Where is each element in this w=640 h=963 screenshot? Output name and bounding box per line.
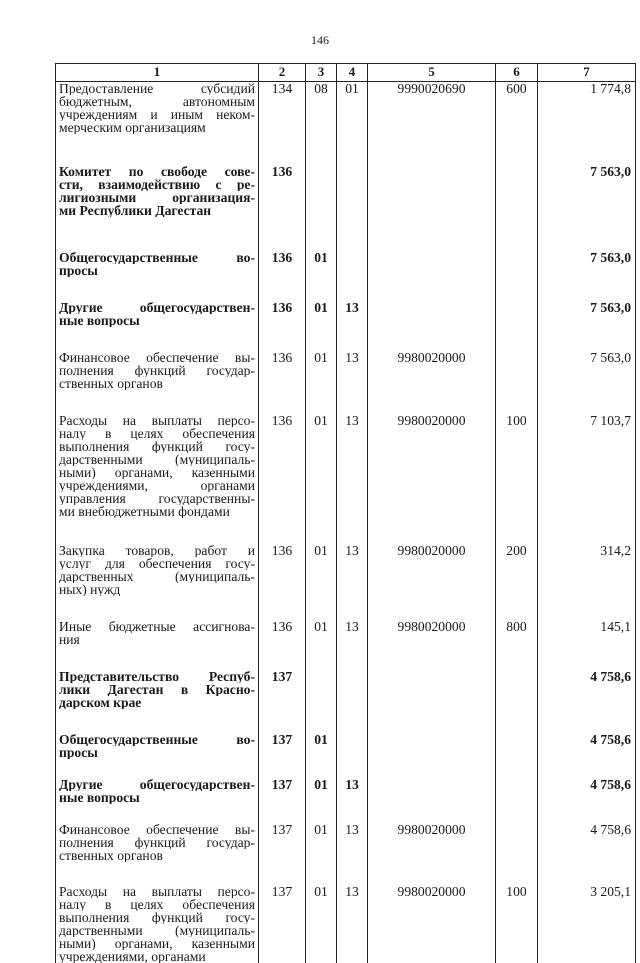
amount-cell: 3 205,1: [538, 885, 636, 963]
item-name-line: ния: [59, 633, 255, 646]
item-name-line: ными) органами, казенными: [59, 466, 255, 479]
subsection-code-cell: 13: [337, 544, 368, 620]
column-header: 7: [538, 64, 636, 82]
amount-cell: 1 774,8: [538, 82, 636, 166]
item-name-line: бюджетным, автономным: [59, 95, 255, 108]
section-code-cell: 01: [306, 544, 337, 620]
item-name-line: учреждениями, органами: [59, 479, 255, 492]
amount-cell: 4 758,6: [538, 823, 636, 885]
amount-cell: 4 758,6: [538, 778, 636, 823]
item-name-line: ные вопросы: [59, 314, 255, 327]
item-name-line: Предоставление субсидий: [59, 82, 255, 95]
ministry-code-cell: 137: [259, 823, 306, 885]
subsection-code-cell: 13: [337, 778, 368, 823]
ministry-code-cell: 136: [259, 620, 306, 670]
subsection-code-cell: [337, 251, 368, 301]
target-article-cell: [368, 670, 496, 733]
expense-type-cell: [496, 351, 538, 414]
section-code-cell: 01: [306, 251, 337, 301]
item-name-line: Иные бюджетные ассигнова-: [59, 620, 255, 633]
section-code-cell: 08: [306, 82, 337, 166]
item-name-cell: [56, 823, 259, 885]
subsection-code-cell: 13: [337, 885, 368, 963]
item-name-cell: [56, 301, 259, 351]
expense-type-cell: [496, 251, 538, 301]
expense-type-cell: [496, 165, 538, 251]
item-name-line: лики Дагестан в Красно-: [59, 683, 255, 696]
column-header: 6: [496, 64, 538, 82]
page-number: 146: [0, 33, 640, 48]
table-row: [56, 544, 636, 620]
item-name-line: полнения функций государ-: [59, 836, 255, 849]
subsection-code-cell: [337, 670, 368, 733]
ministry-code-cell: 137: [259, 778, 306, 823]
ministry-code-cell: 137: [259, 885, 306, 963]
table-row: [56, 351, 636, 414]
target-article-cell: 9980020000: [368, 414, 496, 544]
expense-type-cell: [496, 823, 538, 885]
item-name-line: управления государственны-: [59, 492, 255, 505]
item-name-line: дарском крае: [59, 696, 255, 709]
expense-type-cell: [496, 301, 538, 351]
item-name-line: выполнения функций госу-: [59, 911, 255, 924]
table-row: [56, 823, 636, 885]
item-name-cell: [56, 733, 259, 778]
ministry-code-cell: 136: [259, 165, 306, 251]
section-code-cell: 01: [306, 885, 337, 963]
ministry-code-cell: 137: [259, 733, 306, 778]
section-code-cell: 01: [306, 823, 337, 885]
section-code-cell: 01: [306, 778, 337, 823]
expense-type-cell: [496, 778, 538, 823]
item-name-line: Комитет по свободе сове-: [59, 165, 255, 178]
item-name-cell: [56, 414, 259, 544]
amount-cell: 7 563,0: [538, 165, 636, 251]
ministry-code-cell: 136: [259, 414, 306, 544]
item-name-line: ми внебюджетными фондами: [59, 505, 255, 518]
table-row: [56, 620, 636, 670]
target-article-cell: 9980020000: [368, 823, 496, 885]
amount-cell: 4 758,6: [538, 670, 636, 733]
item-name-cell: [56, 544, 259, 620]
subsection-code-cell: 13: [337, 414, 368, 544]
table-row: [56, 885, 636, 963]
item-name-cell: [56, 251, 259, 301]
amount-cell: 145,1: [538, 620, 636, 670]
item-name-line: Финансовое обеспечение вы-: [59, 351, 255, 364]
expense-type-cell: 600: [496, 82, 538, 166]
item-name-cell: [56, 778, 259, 823]
target-article-cell: [368, 778, 496, 823]
item-name-line: учреждениям и иным неком-: [59, 108, 255, 121]
expense-type-cell: 800: [496, 620, 538, 670]
item-name-cell: [56, 351, 259, 414]
item-name-line: учреждениями, органами: [59, 950, 255, 963]
table-row: [56, 165, 636, 251]
item-name-line: Другие общегосударствен-: [59, 778, 255, 791]
target-article-cell: [368, 733, 496, 778]
table-row: [56, 82, 636, 166]
item-name-cell: [56, 82, 259, 166]
target-article-cell: 9980020000: [368, 544, 496, 620]
table-row: [56, 251, 636, 301]
ministry-code-cell: 137: [259, 670, 306, 733]
expense-type-cell: [496, 670, 538, 733]
section-code-cell: [306, 165, 337, 251]
item-name-cell: [56, 885, 259, 963]
item-name-line: дарственных (муниципаль-: [59, 570, 255, 583]
item-name-cell: [56, 670, 259, 733]
column-header: 4: [337, 64, 368, 82]
item-name-line: Закупка товаров, работ и: [59, 544, 255, 557]
section-code-cell: [306, 670, 337, 733]
item-name-line: просы: [59, 746, 255, 759]
table-row: [56, 733, 636, 778]
ministry-code-cell: 136: [259, 544, 306, 620]
item-name-line: ных) нужд: [59, 583, 255, 596]
target-article-cell: 9980020000: [368, 620, 496, 670]
target-article-cell: 9980020000: [368, 885, 496, 963]
section-code-cell: 01: [306, 351, 337, 414]
target-article-cell: [368, 165, 496, 251]
section-code-cell: 01: [306, 301, 337, 351]
item-name-line: Другие общегосударствен-: [59, 301, 255, 314]
item-name-line: сти, взаимодействию с ре-: [59, 178, 255, 191]
expense-type-cell: 100: [496, 414, 538, 544]
item-name-line: услуг для обеспечения госу-: [59, 557, 255, 570]
subsection-code-cell: 01: [337, 82, 368, 166]
item-name-line: Представительство Респуб-: [59, 670, 255, 683]
subsection-code-cell: 13: [337, 823, 368, 885]
subsection-code-cell: 13: [337, 620, 368, 670]
amount-cell: 7 563,0: [538, 301, 636, 351]
item-name-cell: [56, 620, 259, 670]
target-article-cell: 9980020000: [368, 351, 496, 414]
item-name-line: Финансовое обеспечение вы-: [59, 823, 255, 836]
item-name-line: ные вопросы: [59, 791, 255, 804]
amount-cell: 4 758,6: [538, 733, 636, 778]
item-name-line: ственных органов: [59, 377, 255, 390]
item-name-line: ми Республики Дагестан: [59, 204, 255, 217]
ministry-code-cell: 134: [259, 82, 306, 166]
subsection-code-cell: 13: [337, 301, 368, 351]
column-header: 1: [56, 64, 259, 82]
item-name-line: лигиозными организация-: [59, 191, 255, 204]
item-name-line: Общегосударственные во-: [59, 251, 255, 264]
amount-cell: 7 103,7: [538, 414, 636, 544]
column-number-row: [56, 64, 636, 82]
subsection-code-cell: [337, 733, 368, 778]
amount-cell: 7 563,0: [538, 351, 636, 414]
item-name-line: дарственными (муниципаль-: [59, 924, 255, 937]
subsection-code-cell: 13: [337, 351, 368, 414]
expense-type-cell: [496, 733, 538, 778]
item-name-line: налу в целях обеспечения: [59, 898, 255, 911]
item-name-line: просы: [59, 264, 255, 277]
item-name-line: выполнения функций госу-: [59, 440, 255, 453]
amount-cell: 7 563,0: [538, 251, 636, 301]
amount-cell: 314,2: [538, 544, 636, 620]
expense-type-cell: 100: [496, 885, 538, 963]
table-row: [56, 778, 636, 823]
target-article-cell: [368, 301, 496, 351]
expense-type-cell: 200: [496, 544, 538, 620]
table-row: [56, 301, 636, 351]
subsection-code-cell: [337, 165, 368, 251]
ministry-code-cell: 136: [259, 251, 306, 301]
column-header: 3: [306, 64, 337, 82]
budget-table: [55, 63, 636, 963]
table-row: [56, 414, 636, 544]
target-article-cell: [368, 251, 496, 301]
section-code-cell: 01: [306, 733, 337, 778]
table-row: [56, 670, 636, 733]
item-name-line: дарственными (муниципаль-: [59, 453, 255, 466]
item-name-line: ственных органов: [59, 849, 255, 862]
item-name-cell: [56, 165, 259, 251]
target-article-cell: 9990020690: [368, 82, 496, 166]
item-name-line: Общегосударственные во-: [59, 733, 255, 746]
ministry-code-cell: 136: [259, 351, 306, 414]
section-code-cell: 01: [306, 414, 337, 544]
table-body: [56, 82, 636, 963]
column-header: 2: [259, 64, 306, 82]
item-name-line: мерческим организациям: [59, 121, 255, 134]
item-name-line: налу в целях обеспечения: [59, 427, 255, 440]
item-name-line: полнения функций государ-: [59, 364, 255, 377]
section-code-cell: 01: [306, 620, 337, 670]
column-header: 5: [368, 64, 496, 82]
item-name-line: Расходы на выплаты персо-: [59, 414, 255, 427]
item-name-line: Расходы на выплаты персо-: [59, 885, 255, 898]
ministry-code-cell: 136: [259, 301, 306, 351]
item-name-line: ными) органами, казенными: [59, 937, 255, 950]
